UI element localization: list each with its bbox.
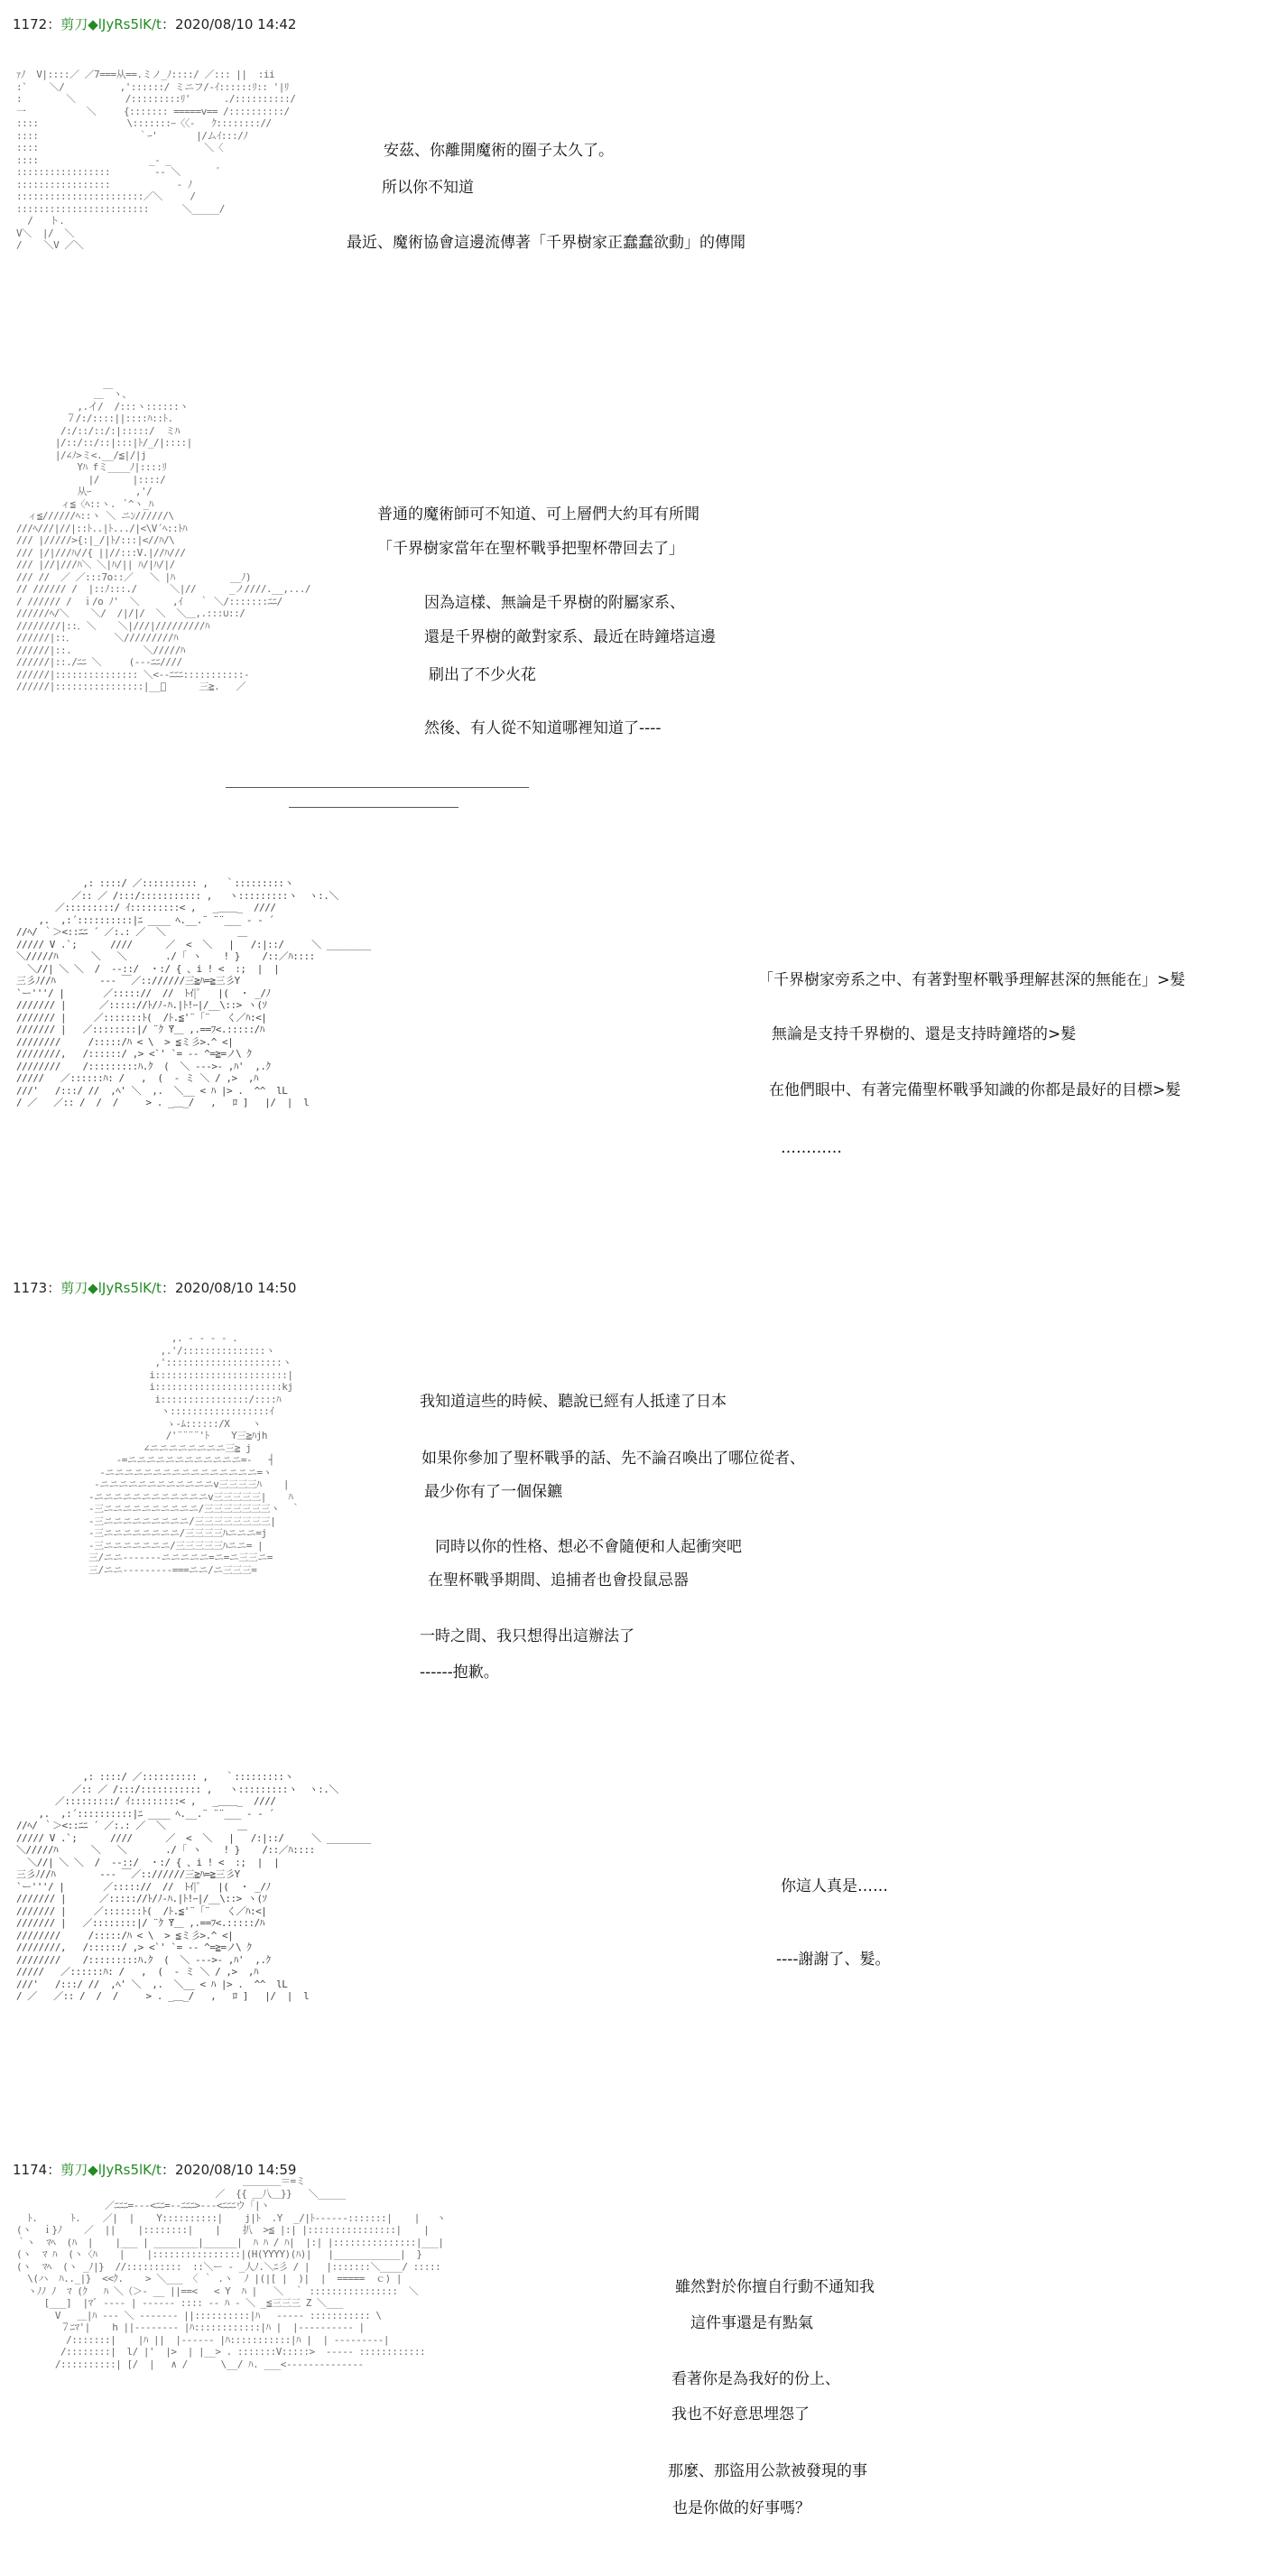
divider-line bbox=[289, 807, 458, 808]
post-author-trip: ◆lJyRs5lK/t bbox=[88, 2162, 162, 2178]
dialogue-line: 「千界樹家旁系之中、有著對聖杯戰爭理解甚深的無能在」>髮 bbox=[758, 971, 1186, 989]
post-author-name[interactable]: 剪刀 bbox=[60, 16, 88, 32]
divider-line bbox=[226, 787, 529, 788]
post-separator: ： bbox=[47, 1280, 61, 1296]
ascii-art-figure-2: ＿￣ヽ、 ,.イ/ /:::ヽ::::::ヽ ７/:/::::||::::ﾊ::ﾄ. /:/::/::/:|:::::/ ミﾊ |/::/::/::|:::|ﾄ/_/|::::| |/∠ﾉ>ミ<.__/≦|/|j Yﾊ fミ____ﾉ|::::ﾘ |/ |::::/ 从ｰ ,'/ ィ≦〈ﾍ::ヽ. ﾞ^ヽ_ﾊ ィ≦//////ﾍ::ヽ ＼ ニﾝ//////\ ///ﾍ///|//|::ﾄ..|ﾄ.../|<\V´ﾍ::ﾄﾊ /// |/////>{:|_/|ﾄ/:::|<//ﾊ/\ /// |/|///ﾊ//{ ||//:::V.|//ﾊ/// /// |//|///ﾊ＼ ＼|ﾊ/|| ﾊ/|ﾊ/|/ /// // ／ ／:::7o::／ ＼ |ﾊ __ﾉ) // ////// / |::ﾉ:::./ ＼|// _ノ////.__,.../ / ////// / ｉ/o ﾉ' ＼ ,ｲ ｀ ＼/:::::::ﾆﾆ/ //////ﾍ/＼ ＼/ /|/|/ ＼ ＼＿,.:::∪::/ ////////|::．＼ ＼|///|/////////ﾊ //////|::． ＼/////////ﾊ //////|::. ＼/////ﾊ //////|::./ﾆﾆ ＼ (---ﾆﾆ//// //////|::::::::::::::: ＼<--ﾆﾆﾆ:::::::::::- //////|::::::::::::::::|__ﾞ 三≧. ／ bbox=[16, 388, 311, 692]
post-date: ：2020/08/10 14:59 bbox=[161, 2162, 297, 2178]
dialogue-line: 在聖杯戰爭期間、追捕者也會投鼠忌器 bbox=[428, 1571, 689, 1589]
post-separator: ： bbox=[47, 16, 61, 32]
dialogue-line: 最少你有了一個保鑣 bbox=[424, 1483, 562, 1501]
post-author-trip: ◆lJyRs5lK/t bbox=[88, 16, 162, 32]
dialogue-line: 同時以你的性格、想必不會隨便和人起衝突吧 bbox=[435, 1538, 742, 1556]
dialogue-line: 因為這樣、無論是千界樹的附屬家系、 bbox=[424, 594, 685, 612]
dialogue-line: ------抱歉。 bbox=[420, 1663, 499, 1682]
post-author-name[interactable]: 剪刀 bbox=[60, 1280, 88, 1296]
post-number: 1173 bbox=[13, 1280, 48, 1296]
dialogue-line: 也是你做的好事嗎？ bbox=[672, 2499, 810, 2517]
dialogue-line: 看著你是為我好的份上、 bbox=[671, 2370, 840, 2388]
dialogue-line: 雖然對於你擅自行動不通知我 bbox=[675, 2278, 875, 2296]
dialogue-line: 如果你參加了聖杯戰爭的話、先不論召喚出了哪位從者、 bbox=[421, 1450, 805, 1468]
dialogue-line: 我知道這些的時候、聽說已經有人抵達了日本 bbox=[420, 1393, 727, 1411]
dialogue-line: 然後、有人從不知道哪裡知道了---- bbox=[424, 719, 662, 737]
dialogue-line: 你這人真是…… bbox=[781, 1877, 888, 1895]
post-header-1173 bbox=[13, 1278, 296, 1297]
dialogue-line: 普通的魔術師可不知道、可上層們大約耳有所聞 bbox=[377, 505, 699, 524]
ascii-art-face: ｧﾉ V|::::／ ／7===从==.ミノ_ﾉ::::/ ／::: || :ii :` ＼/ ,'::::::/ ミニフ/-ｲ::::::ﾘ:: '|ﾘ : ＼ /:::::::::ﾘ' ./::::::::::/ 一 ＼ {::::::: =====v== /::::::::::/ :::: \:::::::ｰ〈〈- ｸ::::::::// :::: ｀ｰ' |/ムｲ:::/ﾉ :::: ＼〈 :::: _- _ ::::::::::::::::: ‐‐ ＼ ﾞ ::::::::::::::::: ‐ ﾉ :::::::::::::::::::::::／＼ / :::::::::::::::::::::::: ＼_____/ / ト. V＼ |/ ＼ / ＼V ／＼ bbox=[16, 69, 296, 251]
ascii-art-figure-4: ＿＿＿＿＝=ミ ／ {{ ＿八＿}} ＼_____ ／ﾆﾆﾆ=---<ﾆﾆ=-‐ﾆﾆﾆ>---<ﾆﾆﾆウ「|ヽ ﾄ. ﾄ. ／| | Y::::::::::| j|ﾄ .Y _/|ﾄ‐‐‐‐‐-:::::::| | ヽ (ヽ ｉ}ﾉ ／ || |::::::::| | 扒 >≦ |:| |::::::::::::::::| | ｀ヽ ﾏﾍ (ﾊ | |___ | ________|______| ﾊ ﾊ / ﾊ| |:| |:::::::::::::::|___| (ヽ ﾏ ﾊ (ヽ〈ﾊ | |::::::::::::::::|(H(YYYY)(ﾊ)| |____________| } (ヽ ﾏﾍ (ヽ _ﾉ|} //:::::::::: ::＼ー ‐ _人ﾉ.＼ﾆ彡 / | |:::::::＼____/ ::::: \(ハ ﾊ.._|} <<ｸ. > ＼___ 〈 ｀ .ヽ ﾉ |(|[ | )| | ===== ｃ) | ヽﾉﾉ ﾉ ﾏ (ｸ ﾊ ＼（＞‐ __ ||==< < Y ﾊ | ＼ ｀ :::::::::::::::: ＼ [___] |ﾏﾞ ‐‐‐‐ | ‐‐‐‐‐- :::: ‐‐ ﾊ ‐ ＼ _≦三三三 Z ＼___ V ＿|ﾊ ‐‐‐ ＼ ‐‐‐‐‐‐‐ ||::::::::::|ﾊ ‐‐‐‐‐ ::::::::::: \ ７ﾆﾏ'| h ||‐‐‐‐‐‐‐‐ |ﾊ::::::::::::|ﾊ | |‐‐‐‐‐‐‐‐‐‐ | /:::::::| |ﾊ || |‐‐‐‐‐‐ |ﾊ:::::::::::|ﾊ | | ‐‐‐‐‐‐‐‐‐| /::::::::| l/ |' |> | |__> . :::::::V:::::> ‐‐‐‐‐ :::::::::::: /::::::::::| [/ | ∧ / \__/ ﾊ. ___<‐‐‐‐‐‐‐‐‐‐‐‐‐‐ bbox=[16, 2175, 446, 2370]
ascii-art-monster-2: ,: ::::/ ／:::::::::: , ｀:::::::::ヽ ／:: ／ /:::/::::::::::: , ヽ:::::::::ヽ ヽ:.＼ ／:::::::::/ ｲ:::::::::< , _＿＿_ //// ,. ,:´::::::::::|ﾆ ____ ﾍ.__.¨ ¨¨___ - ‐ ´ //ﾍ/ ｀＞<::ﾆﾆ ´ ／:.: ／ ＼ ＿ ///// V .`; //// ／ < ＼ | /:|::/ ＼ ________ ＼/////ﾊ ＼ ＼ ./ ｢ ヽ ! } /::／ﾊ:::: ＼//| ＼ ＼ / ‐‐::/ ・:/ { 、i ! < :; | | 三彡ﾉ//ﾊ ‐‐‐ ￣／:://////三≧ﾊ=≧三彡Y `ー'''/ | ／:::::// // ﾄｲ|ﾟ |( ・ _/ﾉ /////// | ／::::://ﾄ/ﾉ-ﾊ.|ﾄ!ｰ|/__\::> ヽ(ｿ /////// | ／:::::::ﾄ( /ﾄ.≦'¨「¨ く／ﾊ:<| /////// | ／::::::::|/ ¨ｸ ̄Y＿ ,.==ﾌ<.:::::/ﾊ //////// /:::::/ﾊ < \ > ≦ミ彡>.^ <| ////////, /::::::/ ,> <`' `= -- ^=≧=ノ\ ｸ //////// /:::::::::ﾊ.ｸ ( ＼ ‐‐‐>‐ ,ﾊ' ,.ｸ ///// ／::::::ﾊ: / , ( ‐ ミ ＼ / ,> ,ﾊ ///' /:::/ // ,ﾍ' ＼ ,. ＼__ < ﾊ |> . ^^ lL / ／ ／:: / / / > . _＿_/ , ﾛ ] |/ | l bbox=[16, 1771, 371, 2002]
dialogue-line: ----謝謝了、髮。 bbox=[776, 1951, 891, 1969]
post-number: 1174 bbox=[13, 2162, 48, 2178]
post-author-trip: ◆lJyRs5lK/t bbox=[88, 1280, 162, 1296]
dialogue-line: 我也不好意思埋怨了 bbox=[671, 2405, 810, 2423]
ascii-art-figure-3: ,. ‐ ‐ ‐ ‐ . ,.'/:::::::::::::::ヽ ,':::::::::::::::::::::ヽ i::::::::::::::::::::::::| i:::::::::::::::::::::::kj i::::::::::::::::/::::ﾊ ヽ::::::::::::::::::ｲ ゝ-ﾑ::::::/X ヽ /'¨¨¨¨'ﾄ Y三≧ﾊjh ∠ニニニニニニニニ三≧ j -=ニニニニニニニニニニニニ=- ┤ -ニニニニニニニニニニニニニニニニ=ヽ -ニニニニニニニニニニニニv三三三三ﾊ | -ニニニニニニニニニニニニv三三三三三| ﾊ -三ニニニニニニニニニニ/三三三三三三三ヽ ｀ -三ニニニニニニニニニ/三三三三三三三三| -三ニニニニニニニニ/三三三三ﾊニニニ=j -三ニニニニニニニ/三三三三三ﾊニニ= | 三/ニニ-------ニニニニニ=ニ=ニ三三ニ= 三/ニニ---------===ニニ/ニ三三三= bbox=[88, 1332, 301, 1576]
dialogue-line: 在他們眼中、有著完備聖杯戰爭知識的你都是最好的目標>髮 bbox=[769, 1081, 1181, 1099]
post-separator: ： bbox=[47, 2162, 61, 2178]
post-author-name[interactable]: 剪刀 bbox=[60, 2162, 88, 2178]
dialogue-line: 最近、魔術協會這邊流傳著「千界樹家正蠢蠢欲動」的傳聞 bbox=[347, 234, 745, 252]
post-date: ：2020/08/10 14:50 bbox=[161, 1280, 297, 1296]
post-date: ：2020/08/10 14:42 bbox=[161, 16, 297, 32]
ascii-art-monster: ,: ::::/ ／:::::::::: , ｀:::::::::ヽ ／:: ／ /:::/::::::::::: , ヽ:::::::::ヽ ヽ:.＼ ／:::::::::/ ｲ:::::::::< , _＿＿_ //// ,. ,:´::::::::::|ﾆ ____ ﾍ.__.¨ ¨¨___ - ‐ ´ //ﾍ/ ｀＞<::ﾆﾆ ´ ／:.: ／ ＼ ＿ ///// V .`; //// ／ < ＼ | /:|::/ ＼ ________ ＼/////ﾊ ＼ ＼ ./ ｢ ヽ ! } /::／ﾊ:::: ＼//| ＼ ＼ / ‐‐::/ ・:/ { 、i ! < :; | | 三彡ﾉ//ﾊ ‐‐‐ ￣／:://////三≧ﾊ=≧三彡Y `ー'''/ | ／:::::// // ﾄｲ|ﾟ |( ・ _/ﾉ /////// | ／::::://ﾄ/ﾉ-ﾊ.|ﾄ!ｰ|/__\::> ヽ(ｿ /////// | ／:::::::ﾄ( /ﾄ.≦'¨「¨ く／ﾊ:<| /////// | ／::::::::|/ ¨ｸ ̄Y＿ ,.==ﾌ<.:::::/ﾊ //////// /:::::/ﾊ < \ > ≦ミ彡>.^ <| ////////, /::::::/ ,> <`' `= -- ^=≧=ノ\ ｸ //////// /:::::::::ﾊ.ｸ ( ＼ ‐‐‐>‐ ,ﾊ' ,.ｸ ///// ／::::::ﾊ: / , ( ‐ ミ ＼ / ,> ,ﾊ ///' /:::/ // ,ﾍ' ＼ ,. ＼__ < ﾊ |> . ^^ lL / ／ ／:: / / / > . _＿_/ , ﾛ ] |/ | l bbox=[16, 877, 371, 1108]
dialogue-line: 那麼、那盜用公款被發現的事 bbox=[668, 2462, 867, 2480]
dialogue-line: 無論是支持千界樹的、還是支持時鐘塔的>髮 bbox=[772, 1025, 1077, 1043]
dialogue-line: 所以你不知道 bbox=[382, 179, 474, 197]
post-header-1172 bbox=[13, 14, 296, 33]
dialogue-line: 這件事還是有點氣 bbox=[690, 2314, 813, 2332]
post-number: 1172 bbox=[13, 16, 48, 32]
dialogue-line: 還是千界樹的敵對家系、最近在時鐘塔這邊 bbox=[424, 628, 716, 646]
dialogue-line: 安茲、你離開魔術的圈子太久了。 bbox=[384, 142, 614, 160]
dialogue-line: 「千界樹家當年在聖杯戰爭把聖杯帶回去了」 bbox=[377, 540, 684, 558]
dialogue-line: ………… bbox=[781, 1139, 842, 1157]
dialogue-line: 一時之間、我只想得出這辦法了 bbox=[420, 1627, 634, 1645]
dialogue-line: 刷出了不少火花 bbox=[429, 666, 536, 684]
